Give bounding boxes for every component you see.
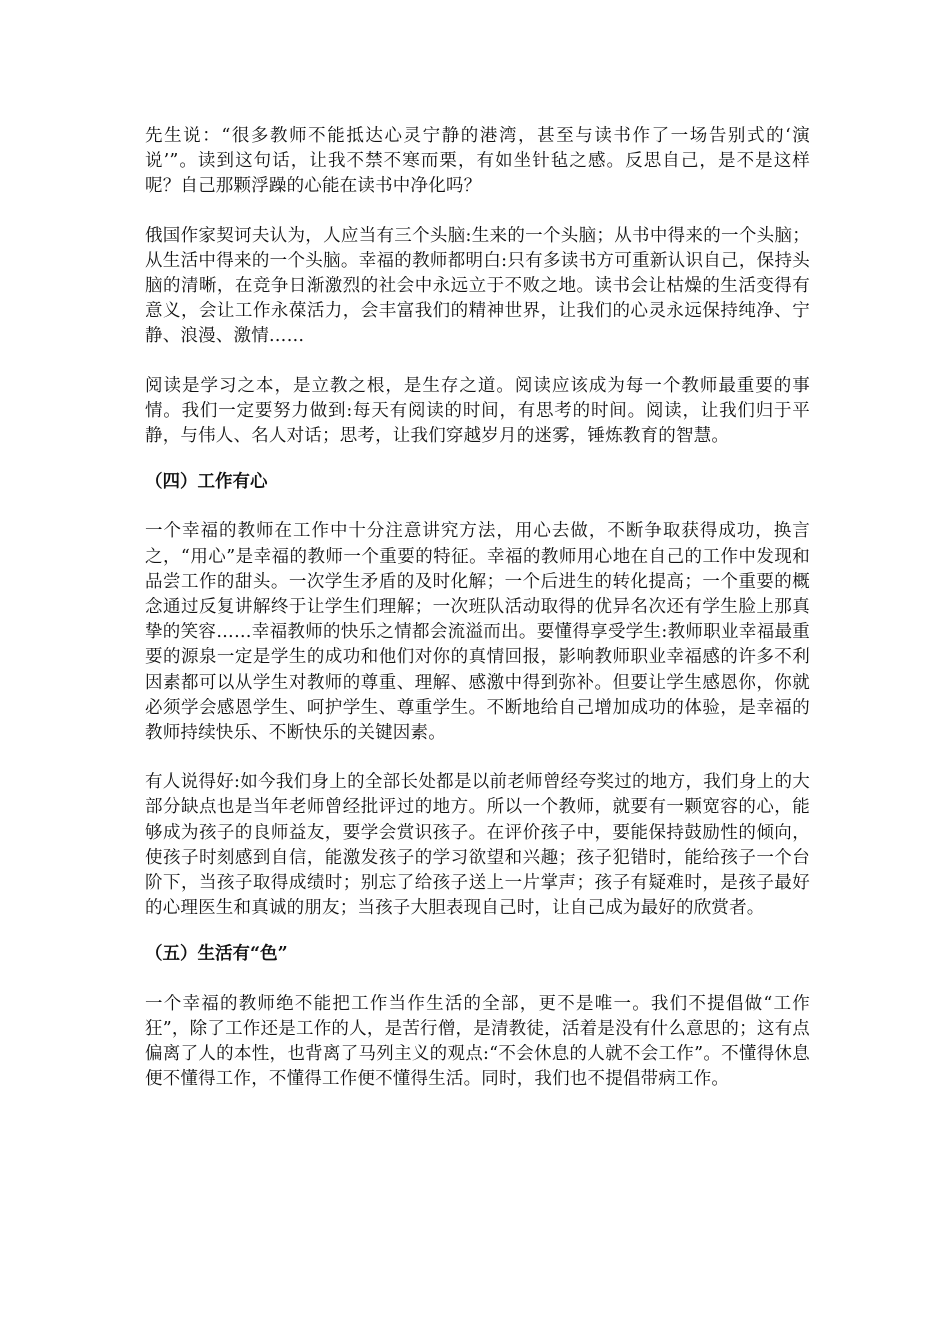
section-heading-life: （五）生活有“色” xyxy=(145,944,288,965)
paragraph-chekhov-three-minds: 俄国作家契诃夫认为，人应当有三个头脑:生来的一个头脑；从书中得来的一个头脑；从生活中得来的一个头脑。幸福的教师都明白:只有多读书方可重新认识自己，保持头脑的清晰，在竞争日渐激烈的社会中永远立于不败之地。读书会让枯燥的生活变得有意义，会让工作永葆活力，会丰富我们的精神世界，让我们的心灵永远保持纯净、宁静、浪漫、激情…… xyxy=(145,225,810,347)
document-page xyxy=(145,124,810,1093)
section-heading-work: （四）工作有心 xyxy=(145,472,268,493)
paragraph-reading-foundation: 阅读是学习之本，是立教之根，是生存之道。阅读应该成为每一个教师最重要的事情。我们一定要努力做到:每天有阅读的时间，有思考的时间。阅读，让我们归于平静，与伟人、名人对话；思考，让我们穿越岁月的迷雾，锤炼教育的智慧。 xyxy=(145,375,810,447)
paragraph-work-with-heart: 一个幸福的教师在工作中十分注意讲究方法，用心去做，不断争取获得成功，换言之，“用心”是幸福的教师一个重要的特征。幸福的教师用心地在自己的工作中发现和品尝工作的甜头。一次学生矛盾的及时化解；一个后进生的转化提高；一个重要的概念通过反复讲解终于让学生们理解；一次班队活动取得的优异名次还有学生脸上那真挚的笑容……幸福教师的快乐之情都会流溢而出。要懂得享受学生:教师职业幸福最重要的源泉一定是学生的成功和他们对你的真情回报，影响教师职业幸福感的许多不利因素都可以从学生对教师的尊重、理解、感激中得到弥补。但要让学生感恩你，你就必须学会感恩学生、呵护学生、尊重学生。不断地给自己增加成功的体验，是幸福的教师持续快乐、不断快乐的关键因素。 xyxy=(145,521,810,744)
paragraph-reading-reflection: 先生说：“很多教师不能抵达心灵宁静的港湾，甚至与读书作了一场告别式的‘演说’”。读到这句话，让我不禁不寒而栗，有如坐针毡之感。反思自己，是不是这样呢？自己那颗浮躁的心能在读书中净化吗？ xyxy=(145,126,810,197)
paragraph-appreciate-children: 有人说得好:如今我们身上的全部长处都是以前老师曾经夸奖过的地方，我们身上的大部分缺点也是当年老师曾经批评过的地方。所以一个教师，就要有一颗宽容的心，能够成为孩子的良师益友，要学会赏识孩子。在评价孩子中，要能保持鼓励性的倾向，使孩子时刻感到自信，能激发孩子的学习欲望和兴趣；孩子犯错时，能给孩子一个台阶下，当孩子取得成绩时；别忘了给孩子送上一片掌声；孩子有疑难时，是孩子最好的心理医生和真诚的朋友；当孩子大胆表现自己时，让自己成为最好的欣赏者。 xyxy=(145,772,810,919)
paragraph-life-balance: 一个幸福的教师绝不能把工作当作生活的全部，更不是唯一。我们不提倡做“工作狂”，除了工作还是工作的人，是苦行僧，是清教徒，活着是没有什么意思的；这有点偏离了人的本性，也背离了马列主义的观点:“不会休息的人就不会工作”。不懂得休息便不懂得工作，不懂得工作便不懂得生活。同时，我们也不提倡带病工作。 xyxy=(145,993,810,1090)
